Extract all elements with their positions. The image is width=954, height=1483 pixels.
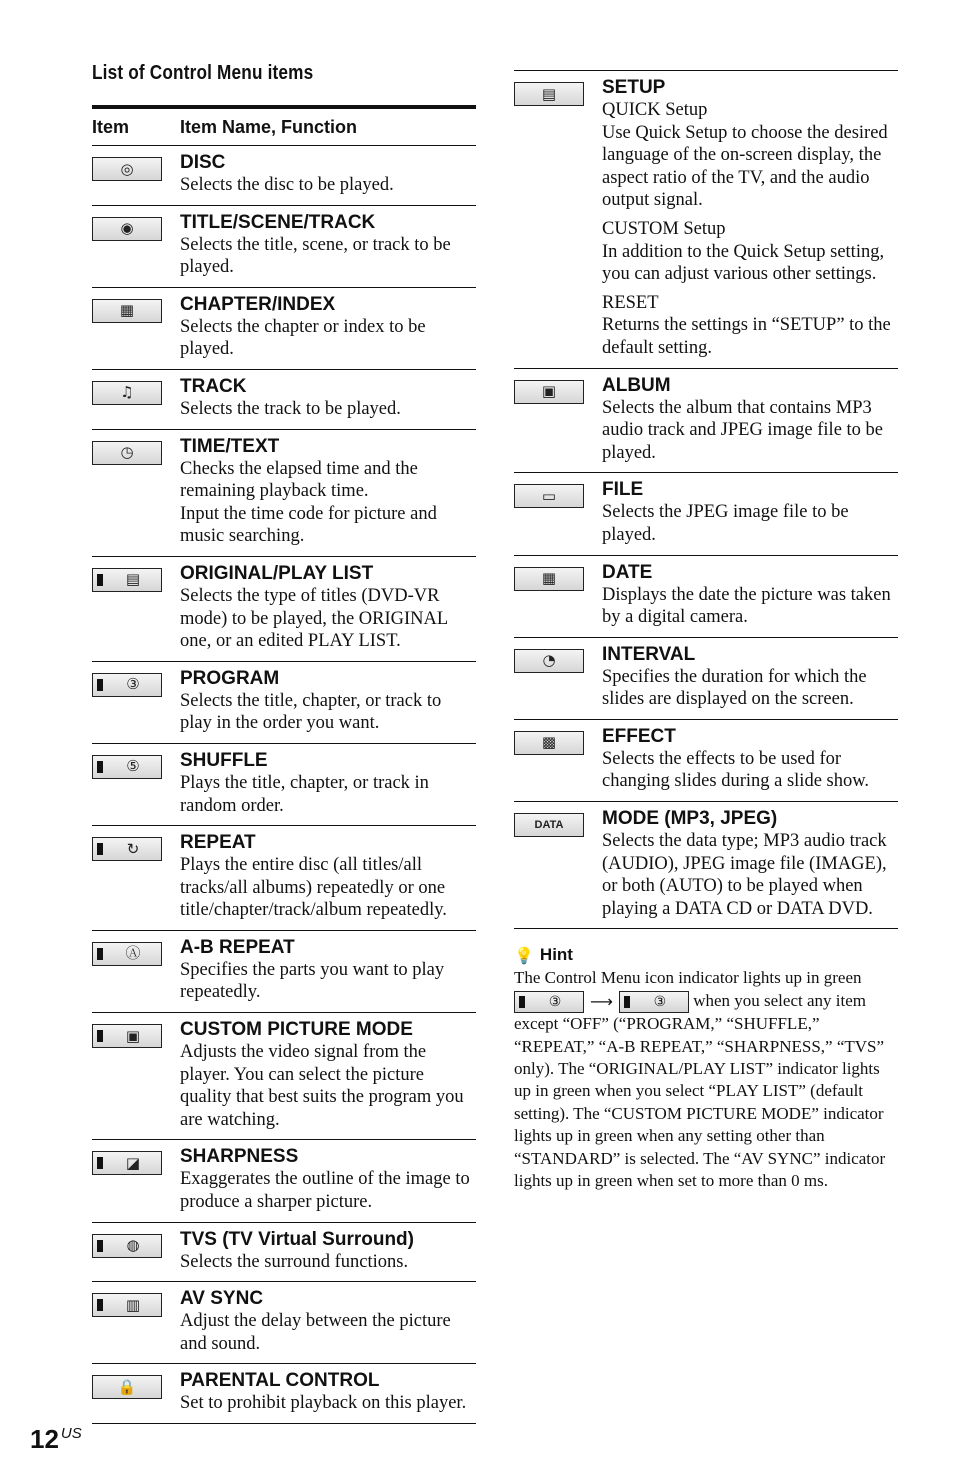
item-description: Plays the entire disc (all titles/all tracks/all albums) repeatedly or one title/chapter/track/album repeatedly. [180, 855, 447, 921]
table-row [92, 1013, 476, 1140]
data-mode-icon: DATA [514, 813, 584, 837]
table-row [92, 288, 476, 370]
music-note-icon: ♫ [92, 381, 162, 405]
section-heading: List of Control Menu items [92, 62, 314, 84]
item-name: REPEAT [180, 832, 256, 854]
date-icon: ▦ [514, 567, 584, 591]
table-row [92, 931, 476, 1013]
table-row [92, 1364, 476, 1424]
ab-repeat-icon: Ⓐ [92, 942, 162, 966]
table-row [514, 556, 898, 638]
item-description: Specifies the duration for which the slides are displayed on the screen. [602, 666, 867, 710]
item-name: ORIGINAL/PLAY LIST [180, 562, 374, 584]
item-description: Selects the type of titles (DVD-VR mode) to be played, the ORIGINAL one, or an edited PLAY LIST. [180, 585, 448, 652]
hint-title: Hint [539, 945, 573, 965]
table-row [92, 744, 476, 826]
table-row [514, 802, 898, 929]
item-description: Selects the album that contains MP3 audio track and JPEG image file to be played. [602, 397, 884, 463]
item-description: Adjusts the video signal from the player. You can select the picture quality that best suits the program you are watching. [180, 1042, 464, 1130]
item-description: Set to prohibit playback on this player. [180, 1393, 467, 1414]
setup-row [514, 70, 898, 369]
table-row [92, 557, 476, 662]
shuffle-icon: ⑤ [92, 755, 162, 779]
item-description: Adjust the delay between the picture and sound. [180, 1311, 451, 1354]
item-description: Exaggerates the outline of the image to produce a sharper picture. [180, 1169, 470, 1213]
file-icon: ▭ [514, 484, 584, 508]
table-row [514, 369, 898, 474]
sharpness-icon: ◪ [92, 1151, 162, 1175]
item-description: Selects the effects to be used for changing slides during a slide show. [602, 748, 870, 792]
program-icon: ③ [92, 673, 162, 697]
item-name-setup: SETUP [602, 77, 666, 98]
table-row [92, 662, 476, 744]
item-name: FILE [602, 479, 644, 501]
item-name: ALBUM [602, 374, 671, 396]
item-description: Checks the elapsed time and the remaining playback time. Input the time code for picture and music searching. [180, 458, 437, 547]
program-indicator-on-icon: ③ [619, 991, 689, 1013]
item-description: Specifies the parts you want to play repeatedly. [180, 959, 445, 1003]
item-name: CHAPTER/INDEX [180, 293, 336, 315]
item-name: TIME/TEXT [180, 435, 280, 457]
lightbulb-icon: 💡 [514, 945, 534, 965]
item-description: Selects the title, chapter, or track to play in the order you want. [180, 690, 442, 734]
item-description: Plays the title, chapter, or track in random order. [180, 772, 429, 816]
setup-sub-title: CUSTOM Setup [602, 218, 726, 239]
item-name: EFFECT [602, 725, 676, 747]
item-name: A-B REPEAT [180, 936, 295, 958]
item-description: Displays the date the picture was taken by a digital camera. [602, 584, 891, 628]
hint-text-after: when you select any item except “OFF” (“PROGRAM,” “SHUFFLE,” “REPEAT,” “A-B REPEAT,” “SHARPNESS,” “TVS” only). The “ORIGINAL/PLAY LIST” indicator lights up in green when you select “PLAY LIST” (default setting). The “CUSTOM PICTURE MODE” indicator lights up in green when any setting other than “STANDARD” is selected. The “AV SYNC” indicator lights up in green when set to more than 0 ms. [514, 990, 886, 1190]
item-name: MODE (MP3, JPEG) [602, 808, 778, 830]
item-name: DATE [602, 561, 653, 583]
item-name: PROGRAM [180, 667, 280, 689]
left-rows [92, 146, 476, 1424]
column-header-function: Item Name, Function [180, 116, 358, 137]
page-suffix: US [60, 1425, 82, 1443]
setup-sub-title: QUICK Setup [602, 100, 708, 120]
item-name: TVS (TV Virtual Surround) [180, 1228, 414, 1250]
hint-text-before: The Control Menu icon indicator lights up in green [514, 968, 862, 988]
effect-icon: ▩ [514, 731, 584, 755]
table-row [514, 720, 898, 802]
hint-text [514, 967, 898, 1192]
album-icon: ▣ [514, 380, 584, 404]
av-sync-icon: ▥ [92, 1293, 162, 1317]
setup-sub-quick [602, 99, 898, 212]
setup-sub-desc: Returns the settings in “SETUP” to the default setting. [602, 315, 891, 358]
item-description: Selects the JPEG image file to be played. [602, 502, 849, 545]
table-row [92, 430, 476, 557]
column-header-item: Item [92, 116, 130, 137]
custom-picture-icon: ▣ [92, 1024, 162, 1048]
item-name: SHARPNESS [180, 1146, 299, 1168]
item-description: Selects the data type; MP3 audio track (AUDIO), JPEG image file (IMAGE), or both (AUTO) to be played when playing a DATA CD or DATA DVD. [602, 831, 887, 919]
item-name: CUSTOM PICTURE MODE [180, 1019, 413, 1041]
page-number: 12 $^{US}$ [30, 1424, 82, 1454]
item-name: AV SYNC [180, 1288, 264, 1310]
setup-sub-desc: Use Quick Setup to choose the desired language of the on-screen display, the aspect ratio of the TV, and the audio output signal. [602, 122, 888, 211]
toolbox-icon: ▤ [514, 82, 584, 106]
setup-sub-title: RESET [602, 292, 659, 313]
item-description: Selects the track to be played. [180, 398, 401, 419]
setup-sub-desc: In addition to the Quick Setup setting, you can adjust various other settings. [602, 241, 885, 285]
table-row [92, 1140, 476, 1222]
setup-sub-custom [602, 218, 898, 286]
right-rows [514, 369, 898, 930]
item-name: TITLE/SCENE/TRACK [180, 211, 376, 233]
item-description: Selects the surround functions. [180, 1251, 409, 1272]
control-menu-table-left [92, 105, 476, 1424]
program-indicator-off-icon: ③ [514, 991, 584, 1013]
clock-icon: ◷ [92, 441, 162, 465]
lock-icon: 🔒 [92, 1375, 162, 1399]
hint-box [514, 945, 898, 1192]
table-row [92, 206, 476, 288]
item-description: Selects the chapter or index to be played. [180, 316, 426, 360]
table-row [514, 473, 898, 555]
item-name: DISC [180, 152, 226, 173]
table-row [92, 1282, 476, 1364]
item-description: Selects the disc to be played. [180, 175, 394, 195]
table-row [92, 826, 476, 931]
arrow-right-icon: ⟶ [590, 991, 613, 1011]
item-name: SHUFFLE [180, 749, 268, 771]
surround-icon: ◍ [92, 1234, 162, 1258]
title-scene-track-icon: ◉ [92, 217, 162, 241]
clapperboard-icon: ▦ [92, 299, 162, 323]
table-row [92, 370, 476, 430]
playlist-icon: ▤ [92, 568, 162, 592]
interval-icon: ◔ [514, 649, 584, 673]
repeat-icon: ↻ [92, 837, 162, 861]
item-name: INTERVAL [602, 643, 696, 665]
table-row [514, 638, 898, 720]
item-name: PARENTAL CONTROL [180, 1370, 380, 1392]
item-name: TRACK [180, 375, 247, 397]
setup-sub-reset [602, 292, 898, 360]
table-row [92, 1223, 476, 1283]
control-menu-table-right [514, 70, 898, 1192]
disc-icon: ◎ [92, 157, 162, 181]
table-row [92, 146, 476, 206]
item-description: Selects the title, scene, or track to be played. [180, 234, 451, 278]
table-header [92, 109, 476, 146]
